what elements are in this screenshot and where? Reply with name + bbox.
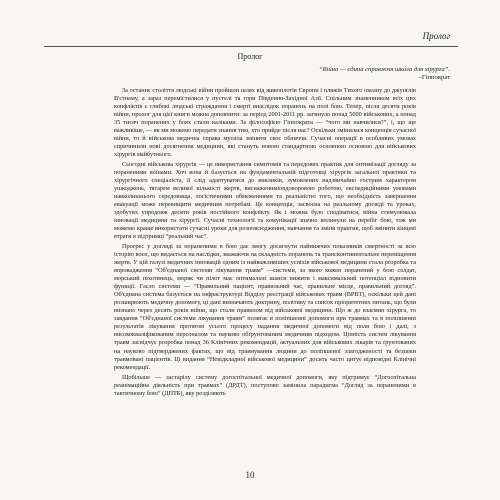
- page-number: 10: [245, 470, 255, 480]
- running-head: Пролог: [422, 31, 450, 41]
- paragraph-4: Щобільше — застарілу систему догоспітальної медичної допомоги, яку підтримує “Догоспітальна реанімаційна діяльність при травмах” (ДРДТ), поступово замінила парадигма “Догляд за пораненими в тактичному бою” (ДПТБ), яку розділяють: [114, 373, 416, 397]
- paragraph-3: Прогрес у догляді за пораненими в бою дає змогу досягнути найнижчих показників смертності за всю історію воєн, що видається на наслідки, зважаючи на складність поранень та трансконтинентальне переміщення жертв. У цій галузі медичних інновацій одним із найважливіших успіхів військової медицини стала розробка та впровадження “Об'єднаної системи лікування травм” —системи, за якою кожен поранений у бою солдат, морський піхотинець, моряк чи пілот має оптимальні шанси вижити і максимальний потенціал відновити функції. Гасло системи — “Правильний пацієнт, правильний час, правильне місце, правильний догляд”. Об'єднана система базується на інфраструктурі Відділу реєстрації військових травм (ВРВТ), оскільки цей дані розширюють медичну допомогу, ці дані визначають доктрину, політику та список пріоритетних питань, що були визнано через десять років війни, що стали правилом від військової медицини. Що ж до взаємин хірурга, то завдання “Об'єднаної системи лікування травм” полягає в поліпшенні допомоги при травмах та в поліпшенні результатів лікування протягом усього процесу надання медичної допомоги від поля бою і далі, з висококваліфікованим персоналом та науково обґрунтованим медичним підходом. Цінність систем лікування травм засвідчує розробка понад 36 Клінічних рекомендацій, актуальних для військових лікарів та ґрунтованих на науково підтверджених фактах, що від травмування людини до поліпшеної злагодженості та безпеки травмовані пацієнтів. Ці видання “Невідкладної військової медицини” досить часто цитує відповідні Клінічні рекомендації.: [114, 243, 416, 371]
- header-rule: [44, 46, 458, 47]
- epigraph: [150, 66, 450, 83]
- chapter-heading: Пролог: [237, 52, 263, 61]
- paragraph-1: За останнє століття людські війни пройшли шлях від живоплотів Європи і пляжів Тихого океану до джунглів В'єтнаму, а зараз перемістилися у пустелі та гори Південно-Західної Азії. Спільним знаменником всіх цих конфліктів є глибокі людські страждання і смерті внаслідок поранень на полі бою. Тепер, після десяти років війни, пролог для цієї книги можна доповнити: за період 2001-2011 рр. загинуло понад 5000 військових, а понад 35 тисяч поранених у боях стали каліками. За філософією Гіппократа — “чого ми навчилися?”, і, що ще важливіше, — як ми можемо передати знання тим, хто прийде після нас? Оскільки змінилася концепція сучасної війни, то й військова медична справа мусила змінити своє обличчя. Сучасні операції в особливих умовах спричинили нові досягнення медицини, які стануть новою стандартною основною основою для військових хірургів майбутнього.: [114, 87, 416, 159]
- epigraph-author: –Гіппократ: [418, 74, 450, 82]
- epigraph-quote: “Війна — єдина справжня школа для хірурга”.: [318, 66, 450, 73]
- paragraph-2: Сьогодні військова хірургія — це використання симптомів та передових практик для оптимізації догляду за пораненими воїнами. Хоч вона й базується на фундаментальній підготовці хірургів загальної практики та хірургічного спеціаліста, її слід адаптуватися до викликів, зумовлених надзвичайно гострим характером ушкоджень, тягарем великої кількості жертв, виснаженимionдоворовою роботою, експедиційними умовами навколишнього середовища, логістичними обмеженнями та реальністю того, що необхідність завершення евакуації може перевищити медичним потребам. Це концепція, засвоєна на реальному досвіді та уроках, здобутих упродовж десяти років постійного конфлікту. Як і можна було сподіватися, війна стимулювала інновації медицини та хірургії. Сучасні технології та комунікації значно вплинули на перебіг бою, тож ми можемо краще використати сучасні уроки для розповсюдження, навчання та зміни практик, щоб змінити кінцеві втрати в підтримці “реальний час”.: [114, 161, 416, 241]
- body-text: [114, 87, 416, 398]
